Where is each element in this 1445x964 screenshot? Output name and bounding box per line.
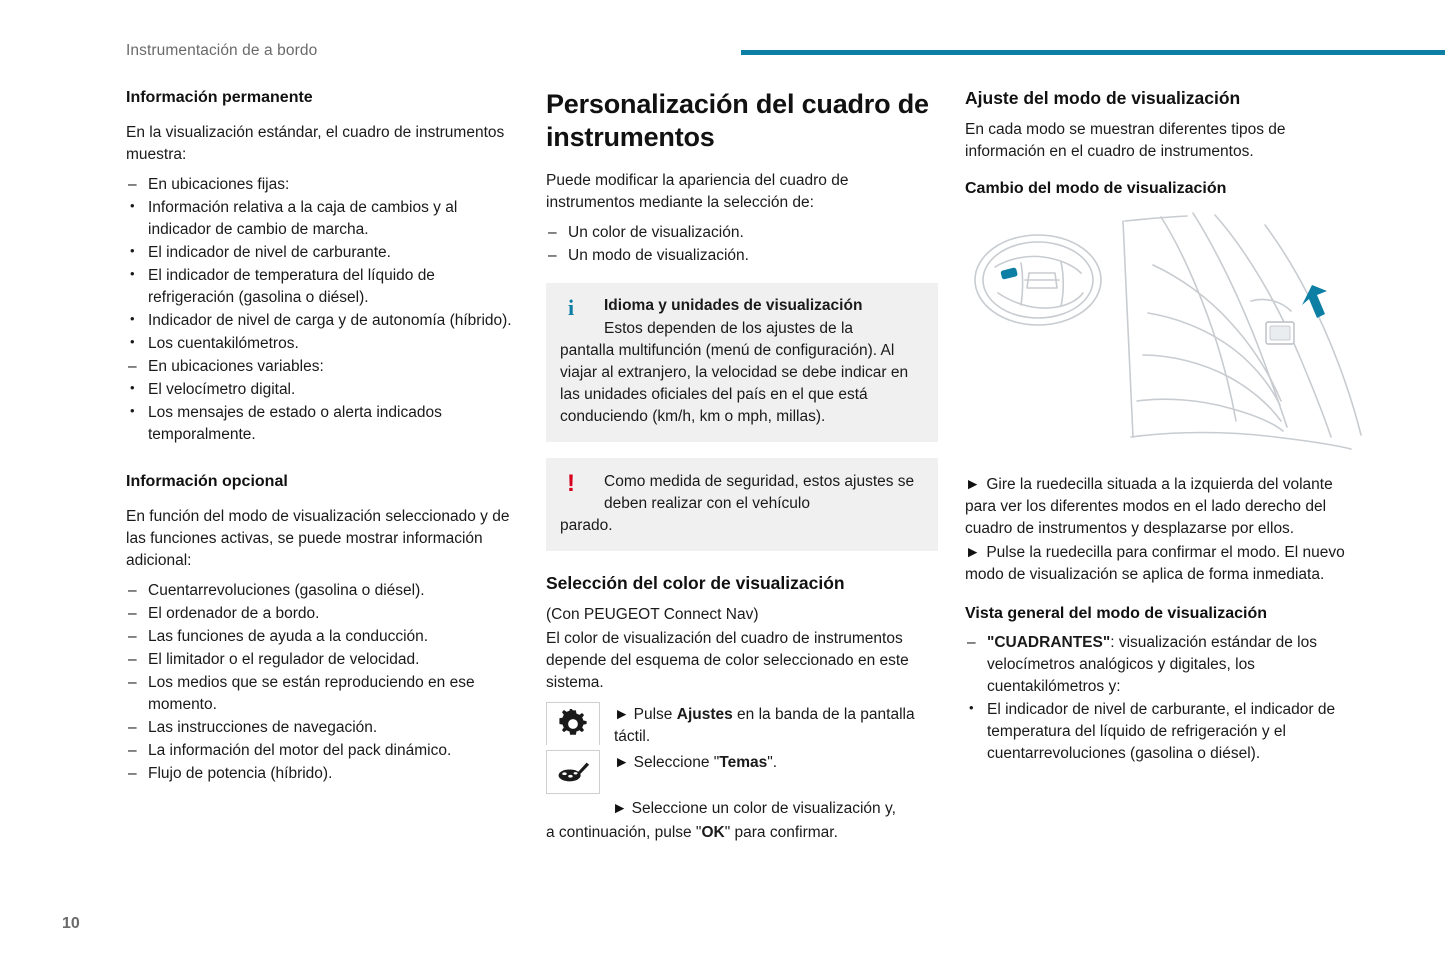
bullet-marker: • — [130, 334, 135, 349]
info-callout-rest: pantalla multifunción (menú de configuración). Al viajar al extranjero, la velocidad se debe indicar en las unidades oficiales del país en el que está conduciendo (km/h, km o mph, millas). — [560, 341, 909, 425]
step-text-after: en la banda de la pantalla táctil. — [614, 706, 915, 746]
dash-marker: – — [128, 742, 137, 759]
list-item — [126, 717, 521, 739]
paragraph-intro-opcional: En función del modo de visualización seleccionado y de las funciones activas, se puede mostrar información adicional: — [126, 508, 510, 569]
settings-gear-icon[interactable] — [546, 702, 600, 745]
list-item — [126, 333, 521, 355]
procedure-step-text — [600, 702, 938, 747]
bullet-marker: • — [130, 311, 135, 326]
procedure-step-text — [600, 750, 777, 774]
procedure-step-color — [546, 798, 938, 820]
confirm-text-bold: OK — [701, 823, 725, 841]
procedure-steps — [546, 702, 938, 843]
page-header-title: Instrumentación de a bordo — [126, 42, 318, 59]
list-item — [126, 379, 521, 401]
procedure-step-ajustes — [546, 702, 938, 747]
dash-marker: – — [967, 634, 976, 651]
list-vista-general-bullets — [965, 699, 1365, 765]
arrow-marker: ► — [612, 799, 628, 817]
arrow-marker: ► — [965, 476, 981, 493]
list-item-label: En ubicaciones variables: — [148, 358, 324, 375]
list-item — [126, 402, 521, 446]
paragraph-color-descripcion: El color de visualización del cuadro de instrumentos depende del esquema de color seleccionado en este sistema. — [546, 630, 909, 692]
list-variables-bullets — [126, 379, 521, 446]
warning-icon: ! — [567, 469, 575, 497]
dash-marker: – — [128, 674, 137, 691]
list-vista-general — [965, 632, 1365, 698]
paragraph-ajuste-intro: En cada modo se muestran diferentes tipos de información en el cuadro de instrumentos. — [965, 121, 1286, 160]
info-callout-box — [546, 283, 938, 442]
bullet-marker: • — [969, 700, 974, 715]
list-item-label: Flujo de potencia (híbrido). — [148, 765, 333, 782]
list-item-label: Los mensajes de estado o alerta indicados temporalmente. — [148, 404, 442, 443]
dash-marker: – — [128, 628, 137, 645]
arrow-marker: ► — [614, 753, 630, 771]
paragraph-personalizacion-intro: Puede modificar la apariencia del cuadro de instrumentos mediante la selección de: — [546, 171, 849, 211]
heading-vista-general: Vista general del modo de visualización — [965, 605, 1268, 622]
list-item — [126, 740, 521, 762]
dash-marker: – — [128, 651, 137, 668]
list-item — [126, 242, 521, 264]
list-item — [546, 222, 938, 244]
page-number: 10 — [62, 915, 80, 932]
overview-item-bold: "CUADRANTES" — [987, 634, 1111, 651]
section-title-personalizacion: Personalización del cuadro de instrumentos — [546, 89, 929, 152]
list-item-label: Información relativa a la caja de cambios y al indicador de cambio de marcha. — [148, 199, 458, 238]
heading-ajuste-modo: Ajuste del modo de visualización — [965, 88, 1241, 108]
step-text: Pulse la ruedecilla para confirmar el modo. El nuevo modo de visualización se aplica de forma inmediata. — [965, 544, 1345, 583]
arrow-marker: ► — [965, 544, 981, 561]
paragraph-connect-nav-note: (Con PEUGEOT Connect Nav) — [546, 606, 759, 624]
list-item-label: Cuentarrevoluciones (gasolina o diésel). — [148, 582, 425, 599]
list-item-label: Un modo de visualización. — [568, 246, 749, 264]
list-item — [126, 603, 521, 625]
step-text-bold: Temas — [719, 753, 768, 771]
list-item — [965, 699, 1365, 765]
info-callout-first-line: Estos dependen de los ajustes de la — [604, 319, 854, 337]
list-personalizacion-opciones — [546, 222, 938, 267]
dash-marker: – — [548, 223, 557, 241]
bullet-marker: • — [130, 380, 135, 395]
heading-informacion-opcional: Información opcional — [126, 473, 288, 490]
dash-marker: – — [128, 582, 137, 599]
procedure-step-temas — [546, 750, 938, 794]
dash-marker: – — [548, 246, 557, 264]
info-callout-text — [560, 318, 924, 428]
list-item-label: El ordenador de a bordo. — [148, 605, 320, 622]
arrow-marker: ► — [614, 706, 630, 724]
header-accent-rule — [741, 50, 1445, 55]
list-item-label: El indicador de nivel de carburante, el indicador de temperatura del líquido de refrigeración y el cuentarrevoluciones (gasolina o diésel). — [987, 701, 1336, 762]
column-right — [965, 88, 1365, 766]
dash-marker: – — [128, 176, 137, 193]
bullet-marker: • — [130, 198, 135, 213]
list-item-label: El indicador de temperatura del líquido de refrigeración (gasolina o diésel). — [148, 267, 435, 306]
list-item — [126, 356, 521, 378]
warning-callout-rest: parado. — [560, 516, 613, 534]
themes-palette-icon[interactable] — [546, 750, 600, 794]
step-gire-ruedecilla — [965, 474, 1365, 540]
dash-marker: – — [128, 765, 137, 782]
list-item-label: El indicador de nivel de carburante. — [148, 244, 391, 261]
list-item-label: Las instrucciones de navegación. — [148, 719, 378, 736]
list-item — [546, 245, 938, 267]
list-item — [126, 310, 521, 332]
list-item — [126, 197, 521, 241]
list-item — [126, 626, 521, 648]
step-text-bold: Ajustes — [676, 706, 733, 724]
column-middle — [546, 88, 938, 844]
list-item — [126, 174, 521, 196]
step-text-before: Seleccione un color de visualización y, — [631, 799, 896, 817]
heading-cambio-modo: Cambio del modo de visualización — [965, 180, 1227, 197]
steering-wheel-thumbwheel-diagram — [965, 205, 1365, 460]
list-item-label: Los cuentakilómetros. — [148, 335, 299, 352]
step-text-after: ". — [767, 753, 778, 771]
info-callout-title: Idioma y unidades de visualización — [604, 296, 863, 314]
list-item — [126, 763, 521, 785]
list-item — [126, 580, 521, 602]
step-text: Gire la ruedecilla situada a la izquierda del volante para ver los diferentes modos en el lado derecho del cuadro de instrumentos y desplazarse por ellos. — [965, 476, 1333, 537]
column-left — [126, 88, 521, 786]
bullet-marker: • — [130, 266, 135, 281]
list-item-label: Un color de visualización. — [568, 223, 744, 241]
dash-marker: – — [128, 605, 137, 622]
list-item-label: Los medios que se están reproduciendo en ese momento. — [148, 674, 475, 713]
info-icon: i — [567, 294, 575, 320]
procedure-step-confirm — [546, 822, 938, 844]
warning-callout-box — [546, 458, 938, 551]
paragraph-intro-permanente: En la visualización estándar, el cuadro de instrumentos muestra: — [126, 124, 505, 163]
heading-seleccion-color: Selección del color de visualización — [546, 572, 845, 593]
procedure-step-text — [598, 798, 896, 820]
step-text-before: Pulse — [633, 706, 677, 724]
list-item-label: La información del motor del pack dinámico. — [148, 742, 452, 759]
heading-informacion-permanente: Información permanente — [126, 89, 313, 106]
overview-item-rest: : visualización estándar de los velocímetros analógicos y digitales, los cuentakilómetros y: — [987, 634, 1317, 695]
list-item-label: Indicador de nivel de carga y de autonomía (híbrido). — [148, 312, 512, 329]
list-informacion-opcional — [126, 580, 521, 785]
list-item-label: Las funciones de ayuda a la conducción. — [148, 628, 429, 645]
confirm-text-after: " para confirmar. — [724, 823, 838, 841]
list-item-label: El velocímetro digital. — [148, 381, 296, 398]
list-ubicaciones-variables — [126, 356, 521, 378]
list-item-label: En ubicaciones fijas: — [148, 176, 290, 193]
bullet-marker: • — [130, 243, 135, 258]
step-text-before: Seleccione " — [633, 753, 720, 771]
list-ubicaciones-fijas — [126, 174, 521, 196]
list-item-label: El limitador o el regulador de velocidad. — [148, 651, 420, 668]
list-item — [126, 649, 521, 671]
step-pulse-ruedecilla — [965, 542, 1365, 586]
list-item — [126, 672, 521, 716]
warning-callout-first-line: Como medida de seguridad, estos ajustes se deben realizar con el vehículo — [604, 472, 915, 512]
dash-marker: – — [128, 719, 137, 736]
list-item — [965, 632, 1365, 698]
dash-marker: – — [128, 358, 137, 375]
list-item — [126, 265, 521, 309]
warning-callout-text — [560, 471, 924, 537]
list-fijas-bullets — [126, 197, 521, 355]
bullet-marker: • — [130, 403, 135, 418]
confirm-text-before: a continuación, pulse " — [546, 823, 702, 841]
